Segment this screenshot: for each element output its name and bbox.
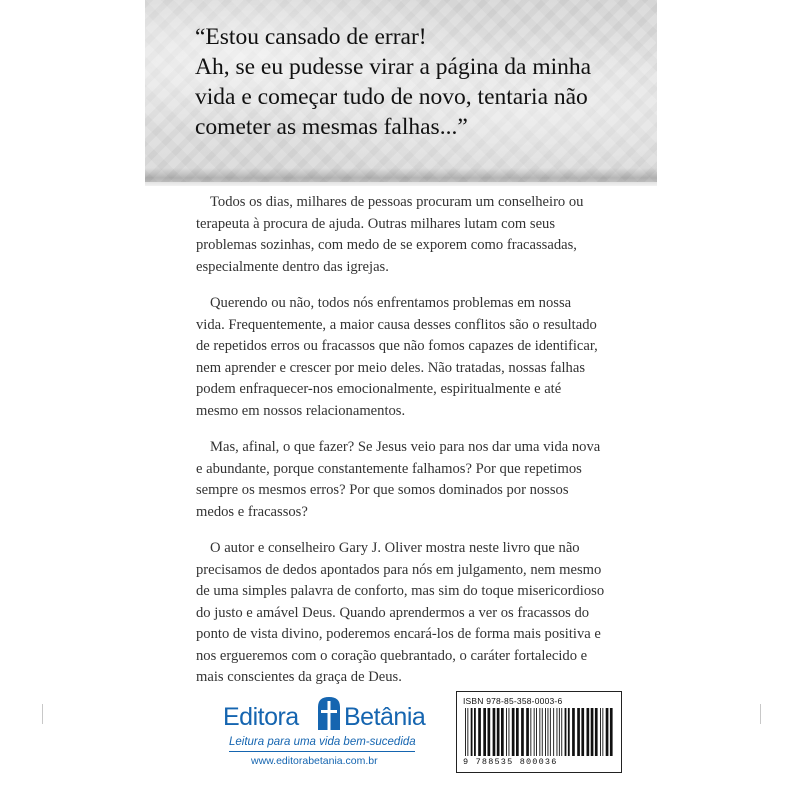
quote-line: cometer as mesmas falhas...”	[195, 114, 468, 140]
crop-mark-left	[42, 704, 43, 724]
barcode-bar	[521, 708, 524, 756]
quote-line: vida e começar tudo de novo, tentaria não	[195, 84, 588, 110]
text-line: especialmente dentro das igrejas.	[196, 258, 389, 275]
barcode-bar	[478, 708, 481, 756]
text-line: medos e fracassos?	[196, 503, 308, 520]
text-line: mais conscientes da graça de Deus.	[196, 669, 402, 685]
barcode-bar	[572, 708, 575, 756]
crop-mark-right	[760, 704, 761, 724]
text-line: O autor e conselheiro Gary J. Oliver mostra neste livro que não	[210, 540, 580, 556]
text-line: terapeuta à procura de ajuda. Outras milhares lutam com seus	[196, 215, 556, 232]
text-line: nos ergueremos com o coração quebrantado, o caráter fortalecido e	[196, 647, 588, 664]
text-line: Querendo ou não, todos nós enfrentamos problemas em nossa	[210, 295, 572, 311]
barcode-bar	[591, 708, 594, 756]
blurb-paragraph	[196, 192, 620, 278]
text-line: problemas sozinhas, com medo de se exporem como fracassadas,	[196, 237, 577, 253]
barcode-bar	[506, 708, 507, 756]
barcode-bar	[465, 708, 466, 756]
barcode-number: 9 788535 800036	[463, 757, 558, 767]
barcode-bar	[497, 708, 500, 756]
barcode-bar	[581, 708, 584, 756]
barcode-bar	[565, 708, 567, 756]
barcode-bar	[474, 708, 476, 756]
text-line: de uma simples palavra de conforto, mas sim do toque misericordioso	[196, 583, 605, 599]
barcode-bar	[530, 708, 531, 756]
blurb-paragraph	[196, 437, 620, 523]
publisher-name-right: Betânia	[344, 703, 426, 731]
barcode-bar	[602, 708, 603, 756]
barcode-bar	[606, 708, 609, 756]
cover-quote	[195, 22, 645, 142]
barcode-bar	[548, 708, 549, 756]
book-back-cover	[145, 0, 657, 800]
isbn-label: ISBN 978-85-358-0003-6	[463, 696, 563, 706]
barcode-icon	[463, 708, 613, 756]
blurb-paragraph	[196, 293, 620, 422]
barcode-bar	[467, 708, 468, 756]
barcode-bar	[577, 708, 580, 756]
barcode-bar	[493, 708, 496, 756]
blurb-paragraph	[196, 538, 620, 689]
barcode-bar	[600, 708, 601, 756]
barcode-bar	[550, 708, 551, 756]
barcode-bar	[545, 708, 546, 756]
barcode-bar	[587, 708, 590, 756]
barcode-box	[456, 691, 622, 773]
barcode-bar	[561, 708, 562, 756]
barcode-bar	[553, 708, 554, 756]
barcode-bar	[568, 708, 570, 756]
quote-line: “Estou cansado de errar!	[195, 24, 427, 50]
text-line: vida. Frequentemente, a maior causa desses conflitos são o resultado	[196, 316, 597, 333]
barcode-bar	[501, 708, 504, 756]
text-line: sempre os mesmos erros? Por que somos dominados por nossos	[196, 482, 569, 498]
text-line: precisamos de dedos apontados para nós em julgamento, nem mesmo	[196, 561, 602, 578]
tagline-divider	[229, 751, 415, 752]
quote-line: Ah, se eu pudesse virar a página da minha	[195, 54, 592, 80]
publisher-url: www.editorabetania.com.br	[251, 755, 378, 767]
text-line: Mas, afinal, o que fazer? Se Jesus veio para nos dar uma vida nova	[210, 439, 601, 455]
barcode-bar	[542, 708, 543, 756]
text-line: mesmo em nossos relacionamentos.	[196, 402, 406, 419]
barcode-bar	[557, 708, 558, 756]
text-line: de repetidos erros ou fracassos que não fomos capazes de identificar,	[196, 338, 598, 354]
barcode-bar	[536, 708, 537, 756]
barcode-bar	[539, 708, 540, 756]
barcode-bar	[595, 708, 598, 756]
publisher-logo	[223, 693, 426, 773]
text-line: Todos os dias, milhares de pessoas procuram um conselheiro ou	[210, 194, 584, 210]
barcode-bar	[509, 708, 510, 756]
barcode-bar	[483, 708, 486, 756]
publisher-name-left: Editora	[223, 703, 299, 731]
header-shadow	[145, 168, 657, 186]
barcode-bar	[488, 708, 491, 756]
barcode-bar	[534, 708, 535, 756]
barcode-bar	[610, 708, 613, 756]
window-icon	[316, 695, 342, 731]
publisher-tagline: Leitura para uma vida bem-sucedida	[229, 736, 416, 748]
text-line: e abundante, porque constantemente falhamos? Por que repetimos	[196, 460, 582, 477]
text-line: do justo e amável Deus. Quando aprendermos a ver os fracassos do	[196, 604, 590, 621]
crumpled-paper-header	[145, 0, 657, 182]
text-line: podem enfraquecer-nos emocionalmente, espiritualmente e até	[196, 381, 562, 397]
barcode-bar	[559, 708, 560, 756]
barcode-bar	[516, 708, 519, 756]
barcode-bar	[512, 708, 515, 756]
barcode-bar	[526, 708, 529, 756]
text-line: nem aprender e crescer por meio deles. Não tratadas, nossas falhas	[196, 359, 586, 376]
text-line: ponto de vista divino, poderemos encará-los de forma mais positiva e	[196, 626, 601, 642]
barcode-bar	[471, 708, 473, 756]
blurb	[196, 192, 620, 704]
